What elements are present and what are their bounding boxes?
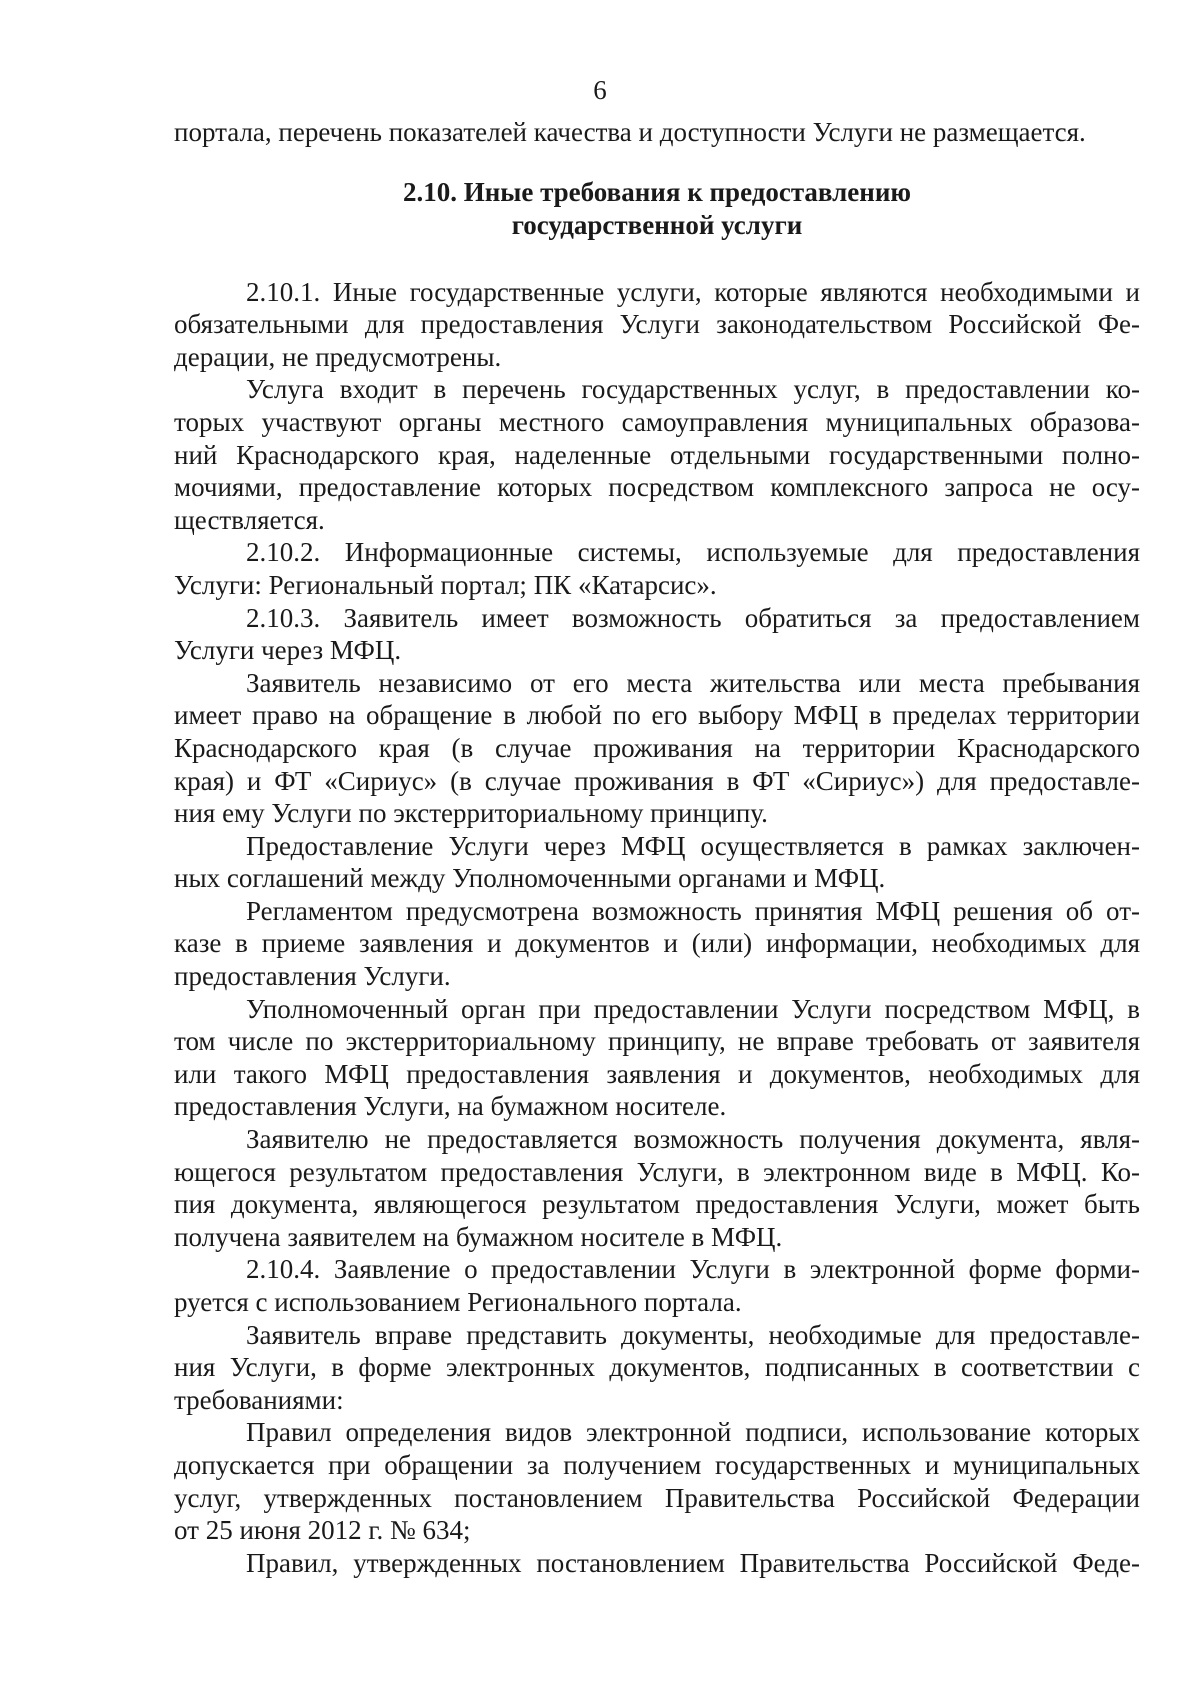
paragraph-line: казе в приеме заявления и документов и (или) информации, необходимых для: [174, 928, 1140, 959]
paragraph: [174, 536, 1140, 601]
paragraph-line: мочиями, предоставление которых посредством комплексного запроса не осу-: [174, 472, 1140, 503]
document-body: [174, 116, 1140, 1579]
paragraph-line: требованиями:: [174, 1384, 344, 1415]
paragraph-line: Уполномоченный орган при предоставлении Услуги посредством МФЦ, в: [246, 993, 1140, 1024]
paragraph-list: [174, 276, 1140, 1580]
intro-line: портала, перечень показателей качества и доступности Услуги не размещается.: [174, 117, 1086, 147]
paragraph-line: торых участвуют органы местного самоуправления муниципальных образова-: [174, 406, 1140, 437]
paragraph-line: услуг, утвержденных постановлением Правительства Российской Федерации: [174, 1482, 1140, 1513]
paragraph-line: Краснодарского края (в случае проживания на территории Краснодарского: [174, 732, 1140, 763]
paragraph: [174, 1416, 1140, 1546]
paragraph-line: ющегося результатом предоставления Услуги, в электронном виде в МФЦ. Ко-: [174, 1156, 1140, 1187]
paragraph-line: ний Краснодарского края, наделенные отдельными государственными полно-: [174, 439, 1140, 470]
paragraph: [174, 1253, 1140, 1318]
paragraph-line: ния ему Услуги по экстерриториальному принципу.: [174, 798, 768, 829]
paragraph-line: ществляется.: [174, 504, 325, 535]
paragraph-line: 2.10.2. Информационные системы, используемые для предоставления: [246, 537, 1140, 568]
paragraph-line: Заявителю не предоставляется возможность получения документа, явля-: [246, 1124, 1140, 1155]
paragraph-line: Услуги через МФЦ.: [174, 635, 402, 666]
paragraph-line: том числе по экстерриториальному принципу, не вправе требовать от заявителя: [174, 1026, 1140, 1057]
paragraph-line: или такого МФЦ предоставления заявления и документов, необходимых для: [174, 1058, 1140, 1089]
page-number: 6: [593, 75, 607, 105]
paragraph: [174, 602, 1140, 667]
paragraph: [174, 993, 1140, 1123]
paragraph-line: Услуга входит в перечень государственных услуг, в предоставлении ко-: [246, 374, 1140, 405]
paragraph-line: Правил определения видов электронной подписи, использование которых: [246, 1417, 1140, 1448]
paragraph-line: ния Услуги, в форме электронных документов, подписанных в соответствии с: [174, 1352, 1140, 1383]
paragraph-line: дерации, не предусмотрены.: [174, 341, 502, 372]
paragraph-line: ных соглашений между Уполномоченными органами и МФЦ.: [174, 863, 886, 894]
paragraph-line: предоставления Услуги.: [174, 961, 451, 992]
paragraph: [174, 1547, 1140, 1580]
paragraph: [174, 276, 1140, 374]
paragraph-line: края) и ФТ «Сириус» (в случае проживания в ФТ «Сириус») для предоставле-: [174, 765, 1140, 796]
paragraph-line: получена заявителем на бумажном носителе в МФЦ.: [174, 1221, 783, 1252]
paragraph-line: имеет право на обращение в любой по его выбору МФЦ в пределах территории: [174, 700, 1140, 731]
paragraph-line: 2.10.4. Заявление о предоставлении Услуги в электронной форме форми-: [246, 1254, 1140, 1285]
paragraph-line: 2.10.1. Иные государственные услуги, которые являются необходимыми и: [246, 276, 1140, 307]
paragraph: [174, 667, 1140, 830]
paragraph-line: Услуги: Региональный портал; ПК «Катарсис».: [174, 569, 717, 600]
paragraph-line: руется с использованием Регионального портала.: [174, 1287, 742, 1317]
paragraph: [174, 373, 1140, 536]
paragraph: [174, 1123, 1140, 1253]
paragraph-line: допускается при обращении за получением государственных и муниципальных: [174, 1449, 1140, 1480]
paragraph-line: Заявитель независимо от его места жительства или места пребывания: [246, 667, 1140, 698]
section-heading-line-1: 2.10. Иные требования к предоставлению: [402, 176, 912, 207]
section-heading-line-2: государственной услуги: [511, 209, 803, 240]
paragraph-line: Заявитель вправе представить документы, необходимые для предоставле-: [246, 1319, 1140, 1350]
paragraph-line: 2.10.3. Заявитель имеет возможность обратиться за предоставлением: [246, 602, 1140, 633]
paragraph-line: Предоставление Услуги через МФЦ осуществляется в рамках заключен-: [246, 830, 1140, 861]
section-heading: [174, 176, 1140, 242]
paragraph: [174, 1319, 1140, 1417]
paragraph: [174, 895, 1140, 993]
paragraph-line: обязательными для предоставления Услуги законодательством Российской Фе-: [174, 309, 1140, 340]
paragraph-line: пия документа, являющегося результатом предоставления Услуги, может быть: [174, 1189, 1140, 1220]
paragraph-line: от 25 июня 2012 г. № 634;: [174, 1515, 471, 1546]
paragraph-line: предоставления Услуги, на бумажном носителе.: [174, 1091, 727, 1122]
paragraph: [174, 830, 1140, 895]
paragraph-line: Регламентом предусмотрена возможность принятия МФЦ решения об от-: [246, 895, 1140, 926]
paragraph-line: Правил, утвержденных постановлением Правительства Российской Феде-: [246, 1547, 1140, 1578]
